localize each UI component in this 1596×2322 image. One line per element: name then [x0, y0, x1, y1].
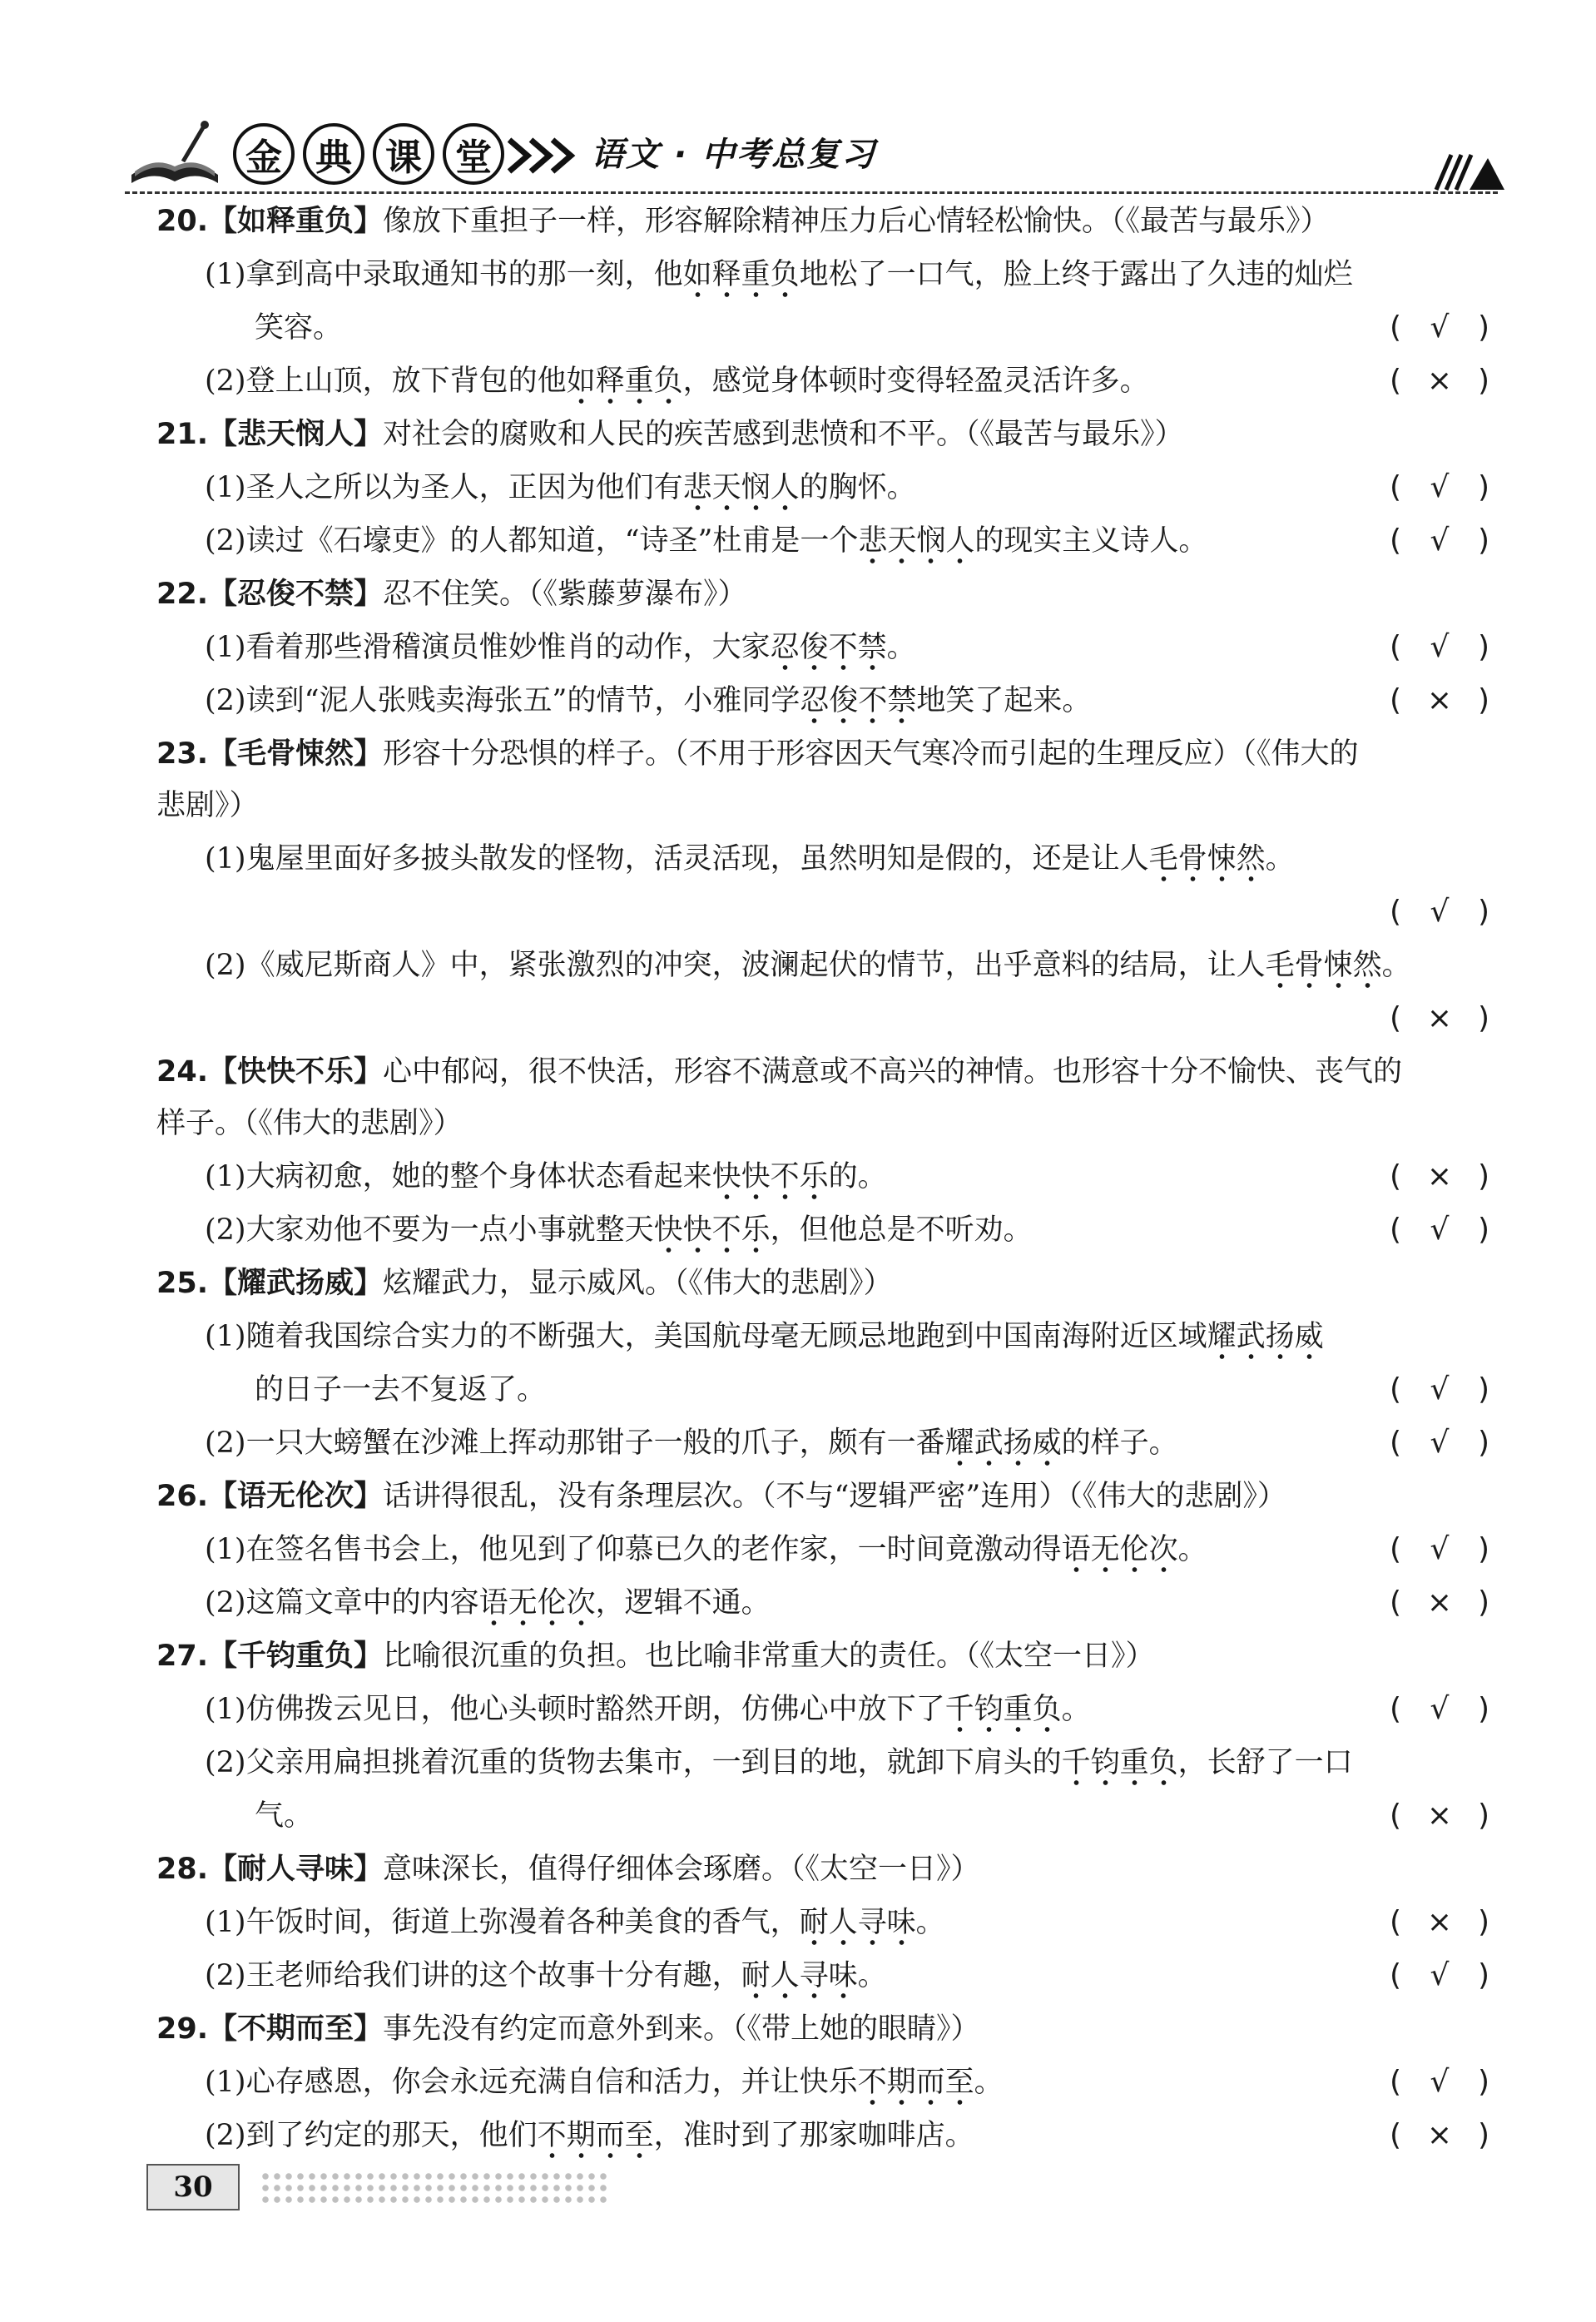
answer-mark: ( √ ): [1390, 523, 1489, 558]
entry-title-27: 27.【千钧重负】比喻很沉重的负担。也比喻非常重大的责任。（《太空一日》）: [156, 1640, 1155, 1673]
example-line: (1)拿到高中录取通知书的那一刻，他如释重负地松了一口气，脸上终于露出了久违的灿烂: [205, 256, 1353, 293]
example-line: (2)读到“泥人张贱卖海张五”的情节，小雅同学忍俊不禁地笑了起来。: [205, 682, 1091, 719]
dotted-idiom: 忍俊不禁: [771, 631, 887, 672]
brand-char: 典: [303, 123, 364, 185]
dotted-idiom: 耐人寻味: [741, 1959, 858, 2001]
answer-mark: ( × ): [1390, 1799, 1489, 1833]
answer-mark: ( × ): [1390, 2118, 1489, 2152]
open-book-icon: [125, 117, 225, 191]
decorative-slashes-icon: [1431, 151, 1506, 193]
example-line: (2)到了约定的那天，他们不期而至，准时到了那家咖啡店。: [205, 2117, 974, 2154]
dotted-idiom: 语无伦次: [1062, 1533, 1178, 1575]
entry-title-21: 21.【悲天悯人】对社会的腐败和人民的疾苦感到悲愤和不平。（《最苦与最乐》）: [156, 418, 1184, 451]
example-line: (1)大病初愈，她的整个身体状态看起来快快不乐的。: [205, 1159, 887, 1195]
decorative-dot-pattern: [260, 2171, 609, 2204]
example-line: (1)鬼屋里面好多披头散发的怪物，活灵活现，虽然明知是假的，还是让人毛骨悚然。: [205, 841, 1295, 877]
page-header: [125, 108, 1506, 200]
answer-mark: ( × ): [1390, 1585, 1489, 1620]
answer-mark: ( √ ): [1390, 630, 1489, 664]
dotted-idiom: 千钧重负: [945, 1693, 1062, 1734]
example-line: (1)看着那些滑稽演员惟妙惟肖的动作，大家忍俊不禁。: [205, 629, 916, 666]
dotted-idiom: 悲天悯人: [683, 471, 800, 513]
example-line: (2)父亲用扁担挑着沉重的货物去集市，一到目的地，就卸下肩头的千钧重负，长舒了一口: [205, 1744, 1353, 1781]
example-line: (2)王老师给我们讲的这个故事十分有趣，耐人寻味。: [205, 1957, 887, 1994]
double-chevron-icon: [508, 136, 582, 175]
answer-mark: ( × ): [1390, 1159, 1489, 1193]
dotted-idiom: 如释重负: [683, 258, 800, 300]
dotted-idiom: 语无伦次: [479, 1586, 596, 1628]
page-number: 30: [146, 2164, 240, 2210]
brand-char: 金: [233, 123, 295, 185]
entry-title-20: 20.【如释重负】像放下重担子一样，形容解除精神压力后心情轻松愉快。（《最苦与最乐》）: [156, 205, 1330, 238]
dotted-idiom: 悲天悯人: [858, 524, 974, 566]
dotted-idiom: 毛骨悚然: [1266, 949, 1382, 990]
answer-mark: ( √ ): [1390, 1958, 1489, 1992]
answer-mark: ( × ): [1390, 683, 1489, 717]
example-line: (1)在签名售书会上，他见到了仰慕已久的老作家，一时间竟激动得语无伦次。: [205, 1531, 1207, 1568]
dotted-idiom: 如释重负: [567, 365, 683, 406]
example-line: (2)一只大螃蟹在沙滩上挥动那钳子一般的爪子，颇有一番耀武扬威的样子。: [205, 1425, 1178, 1461]
entry-title-22: 22.【忍俊不禁】忍不住笑。（《紫藤萝瀑布》）: [156, 578, 747, 611]
answer-mark: ( × ): [1390, 1905, 1489, 1939]
entry-title-25: 25.【耀武扬威】炫耀武力，显示威风。（《伟大的悲剧》）: [156, 1267, 893, 1300]
example-line: (2)《威尼斯商人》中，紧张激烈的冲突，波澜起伏的情节，出乎意料的结局，让人毛骨悚然。: [205, 947, 1411, 984]
example-line: (1)圣人之所以为圣人，正因为他们有悲天悯人的胸怀。: [205, 469, 916, 506]
brand-title: [233, 123, 504, 185]
example-line: (2)登上山顶，放下背包的他如释重负，感觉身体顿时变得轻盈灵活许多。: [205, 363, 1149, 399]
example-line: (1)仿佛拨云见日，他心头顿时豁然开朗，仿佛心中放下了千钧重负。: [205, 1691, 1091, 1728]
answer-mark: ( √ ): [1390, 895, 1489, 929]
example-line: 的日子一去不复返了。: [255, 1373, 547, 1407]
answer-mark: ( √ ): [1390, 1692, 1489, 1726]
example-line: (2)大家劝他不要为一点小事就整天快快不乐，但他总是不听劝。: [205, 1212, 1033, 1248]
definition-line: 样子。（《伟大的悲剧》）: [156, 1107, 463, 1140]
dotted-idiom: 不期而至: [858, 2066, 974, 2107]
example-line: 气。: [255, 1799, 314, 1833]
dotted-idiom: 耀武扬威: [1207, 1320, 1324, 1362]
answer-mark: ( √ ): [1390, 1213, 1489, 1247]
example-line: (2)这篇文章中的内容语无伦次，逻辑不通。: [205, 1585, 771, 1621]
dotted-idiom: 千钧重负: [1062, 1746, 1178, 1788]
entry-title-23: 23.【毛骨悚然】形容十分恐惧的样子。（不用于形容因天气寒冷而引起的生理反应）（《伟大的: [156, 737, 1359, 771]
answer-mark: ( √ ): [1390, 470, 1489, 504]
page-footer: [146, 2164, 729, 2222]
entry-title-29: 29.【不期而至】事先没有约定而意外到来。（《带上她的眼睛》）: [156, 2012, 980, 2046]
dotted-idiom: 耀武扬威: [945, 1426, 1062, 1468]
definition-line: 悲剧》）: [156, 789, 259, 822]
brand-char: 堂: [443, 123, 504, 185]
answer-mark: ( √ ): [1390, 310, 1489, 345]
entry-title-24: 24.【快快不乐】心中郁闷，很不快活，形容不满意或不高兴的神情。也形容十分不愉快、丧气的: [156, 1055, 1403, 1089]
example-line: (1)随着我国综合实力的不断强大，美国航母毫无顾忌地跑到中国南海附近区域耀武扬威: [205, 1318, 1324, 1355]
entry-title-28: 28.【耐人寻味】意味深长，值得仔细体会琢磨。（《太空一日》）: [156, 1853, 980, 1886]
header-divider: [125, 191, 1498, 194]
dotted-idiom: 快快不乐: [712, 1160, 829, 1202]
brand-char: 课: [373, 123, 434, 185]
dotted-idiom: 快快不乐: [654, 1213, 771, 1255]
answer-mark: ( × ): [1390, 364, 1489, 398]
dotted-idiom: 毛骨悚然: [1149, 842, 1266, 884]
subject-title: 语文 · 中考总复习: [591, 136, 877, 174]
dotted-idiom: 忍俊不禁: [800, 684, 916, 726]
answer-mark: ( × ): [1390, 1001, 1489, 1035]
answer-mark: ( √ ): [1390, 1372, 1489, 1407]
answer-mark: ( √ ): [1390, 1532, 1489, 1566]
dotted-idiom: 耐人寻味: [800, 1906, 916, 1947]
example-line: 笑容。: [255, 311, 343, 345]
dotted-idiom: 不期而至: [538, 2119, 654, 2161]
entry-title-26: 26.【语无伦次】话讲得很乱，没有条理层次。（不与“逻辑严密”连用）（《伟大的悲剧》）: [156, 1480, 1286, 1513]
answer-mark: ( √ ): [1390, 1426, 1489, 1460]
example-line: (1)午饭时间，街道上弥漫着各种美食的香气，耐人寻味。: [205, 1904, 945, 1941]
answer-mark: ( √ ): [1390, 2065, 1489, 2099]
example-line: (1)心存感恩，你会永远充满自信和活力，并让快乐不期而至。: [205, 2064, 1004, 2101]
example-line: (2)读过《石壕吏》的人都知道，“诗圣”杜甫是一个悲天悯人的现实主义诗人。: [205, 523, 1207, 559]
